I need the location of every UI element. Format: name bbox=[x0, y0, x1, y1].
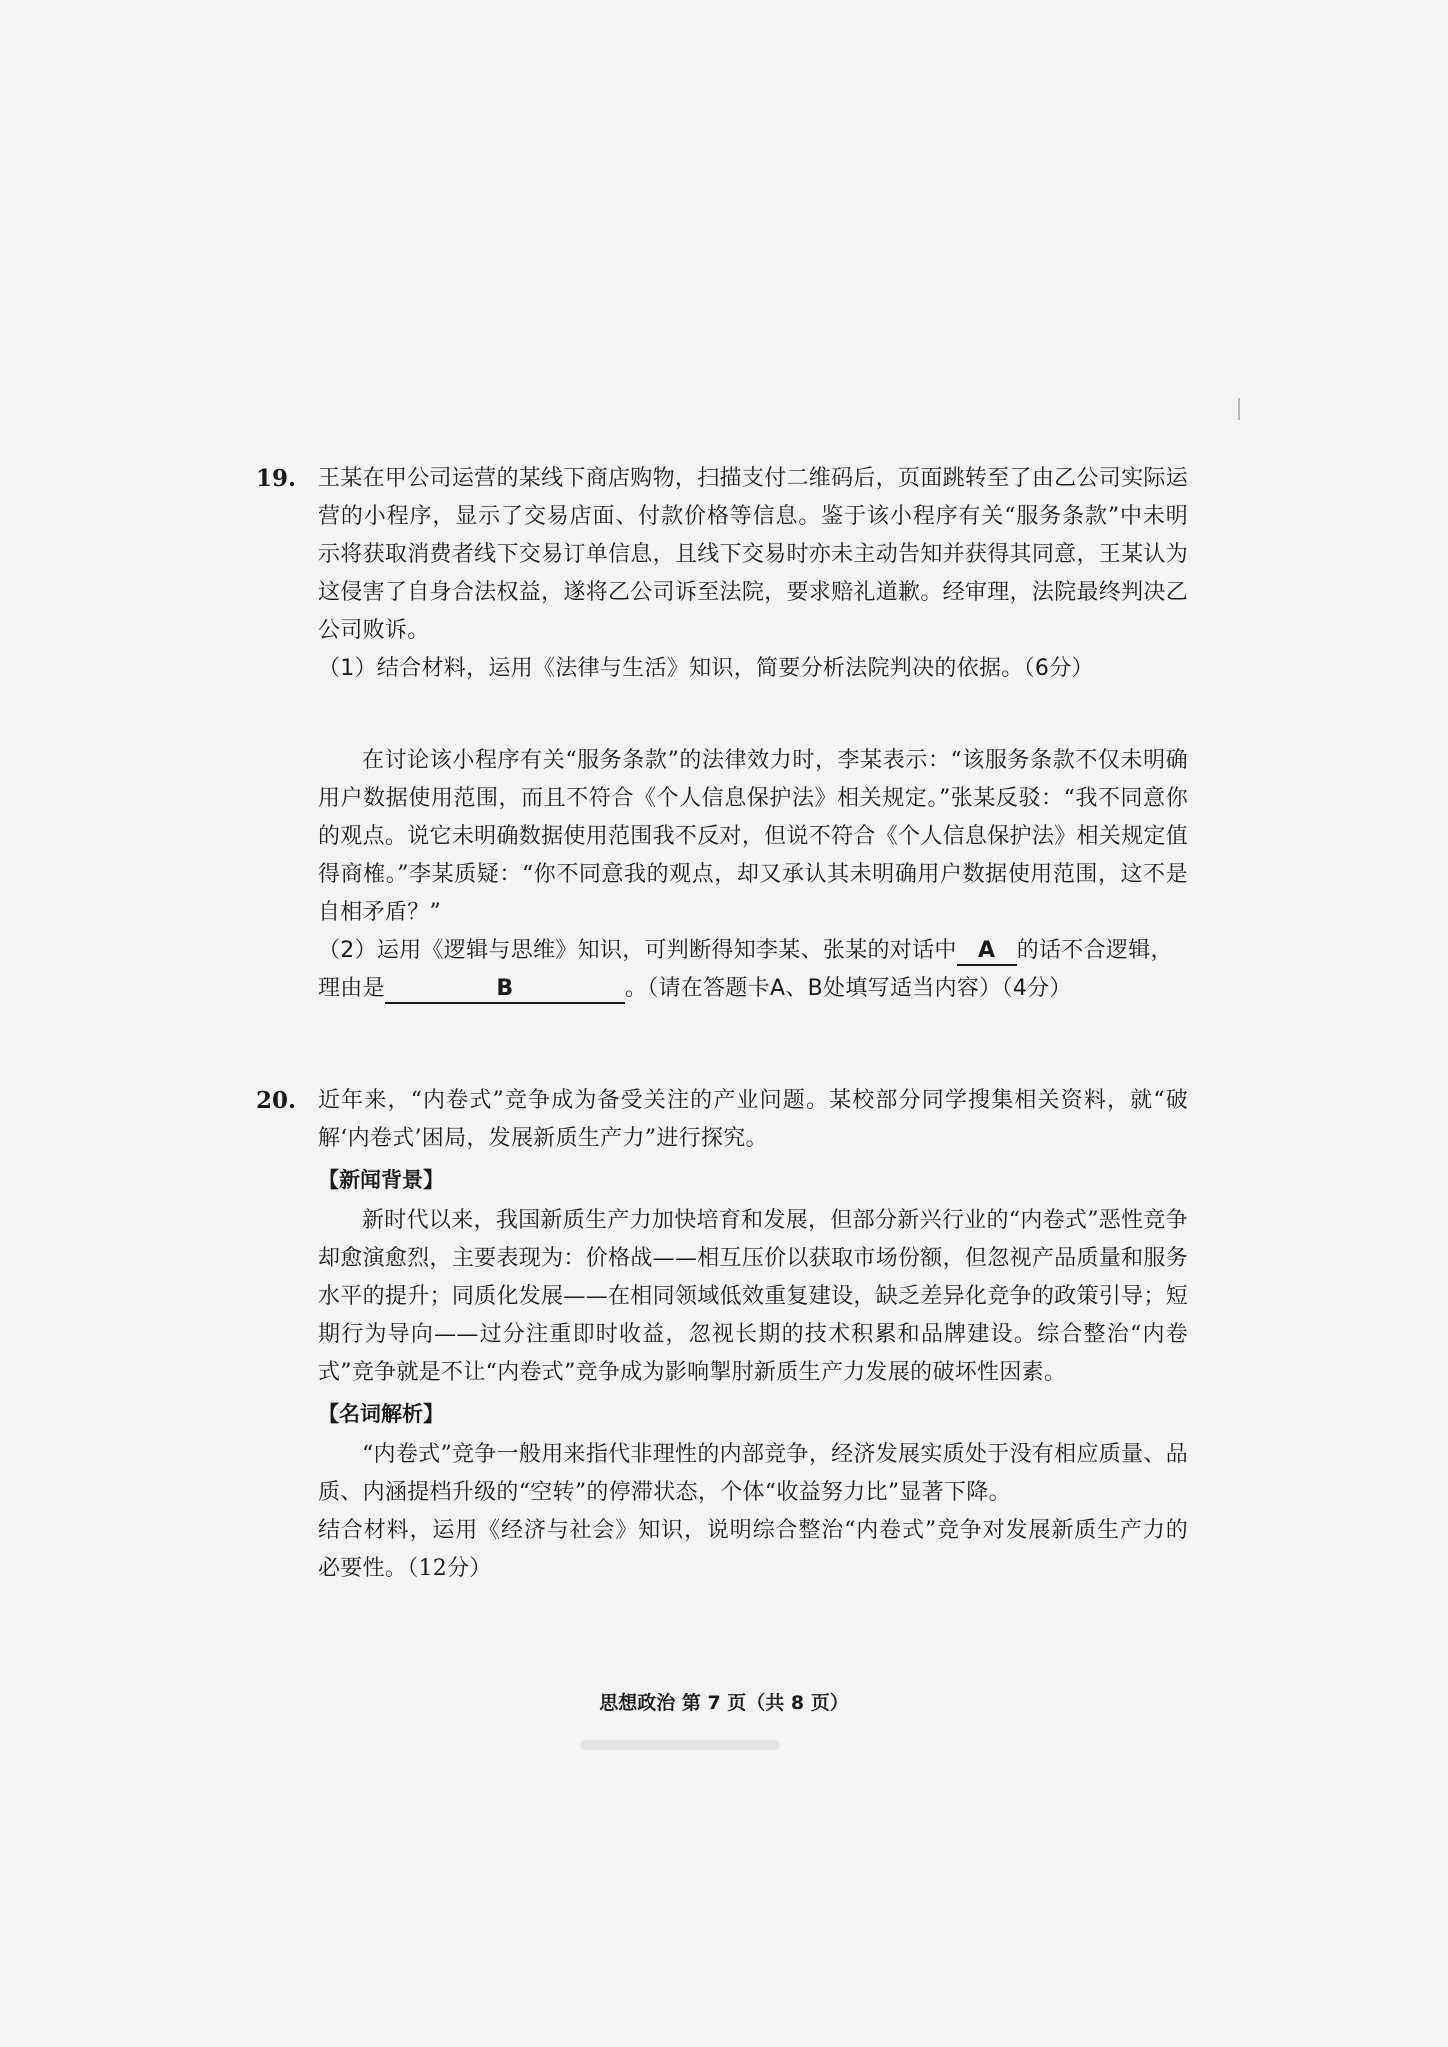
scan-mark bbox=[1238, 398, 1240, 420]
question-19 bbox=[256, 460, 1188, 1008]
sub2-text-4: 。（请在答题卡A、B处填写适当内容）（4分） bbox=[624, 976, 1072, 1001]
term-explanation: “内卷式”竞争一般用来指代非理性的内部竞争，经济发展实质处于没有相应质量、品质、内涵提档升级的“空转”的停滞状态，个体“收益努力比”显著下降。 bbox=[318, 1442, 1188, 1505]
question-stem: 近年来，“内卷式”竞争成为备受关注的产业问题。某校部分同学搜集相关资料，就“破解‘内卷式’困局，发展新质生产力”进行探究。 bbox=[318, 1088, 1188, 1151]
blank-a: A bbox=[957, 938, 1017, 966]
exam-content bbox=[256, 460, 1188, 1588]
sub-question-2 bbox=[318, 932, 1188, 1008]
sub-question-1: （1）结合材料，运用《法律与生活》知识，简要分析法院判决的依据。（6分） bbox=[318, 656, 1094, 681]
news-background: 新时代以来，我国新质生产力加快培育和发展，但部分新兴行业的“内卷式”恶性竞争却愈演愈烈，主要表现为：价格战——相互压价以获取市场份额，但忽视产品质量和服务水平的提升；同质化发展——在相同领域低效重复建设，缺乏差异化竞争的政策引导；短期行为导向——过分注重即时收益，忽视长期的技术积累和品牌建设。综合整治“内卷式”竞争就是不让“内卷式”竞争成为影响掣肘新质生产力发展的破坏性因素。 bbox=[318, 1208, 1188, 1385]
blank-b: B bbox=[385, 976, 625, 1004]
sub2-text-1: （2）运用《逻辑与思维》知识，可判断得知李某、张某的对话中 bbox=[318, 938, 957, 963]
page-footer: 思想政治 第 7 页（共 8 页） bbox=[599, 1692, 849, 1714]
question-task: 结合材料，运用《经济与社会》知识，说明综合整治“内卷式”竞争对发展新质生产力的必要性。（12分） bbox=[318, 1518, 1188, 1581]
question-stem: 王某在甲公司运营的某线下商店购物，扫描支付二维码后，页面跳转至了由乙公司实际运营的小程序，显示了交易店面、付款价格等信息。鉴于该小程序有关“服务条款”中未明示将获取消费者线下交易订单信息，且线下交易时亦未主动告知并获得其同意，王某认为这侵害了自身合法权益，遂将乙公司诉至法院，要求赔礼道歉。经审理，法院最终判决乙公司败诉。 bbox=[318, 466, 1188, 643]
section-heading-news: 【新闻背景】 bbox=[318, 1168, 444, 1192]
question-20 bbox=[256, 1082, 1188, 1588]
section-heading-term: 【名词解析】 bbox=[318, 1402, 444, 1426]
scan-smudge bbox=[580, 1740, 780, 1750]
sub2-text-3: 理由是 bbox=[318, 976, 385, 1001]
question-number: 19. bbox=[256, 465, 297, 492]
dialogue-material: 在讨论该小程序有关“服务条款”的法律效力时，李某表示：“该服务条款不仅未明确用户数据使用范围，而且不符合《个人信息保护法》相关规定。”张某反驳：“我不同意你的观点。说它未明确数据使用范围我不反对，但说不符合《个人信息保护法》相关规定值得商榷。”李某质疑：“你不同意我的观点，却又承认其未明确用户数据使用范围，这不是自相矛盾？” bbox=[318, 748, 1188, 925]
sub2-text-2: 的话不合逻辑， bbox=[1016, 938, 1173, 963]
question-number: 20. bbox=[256, 1087, 297, 1114]
